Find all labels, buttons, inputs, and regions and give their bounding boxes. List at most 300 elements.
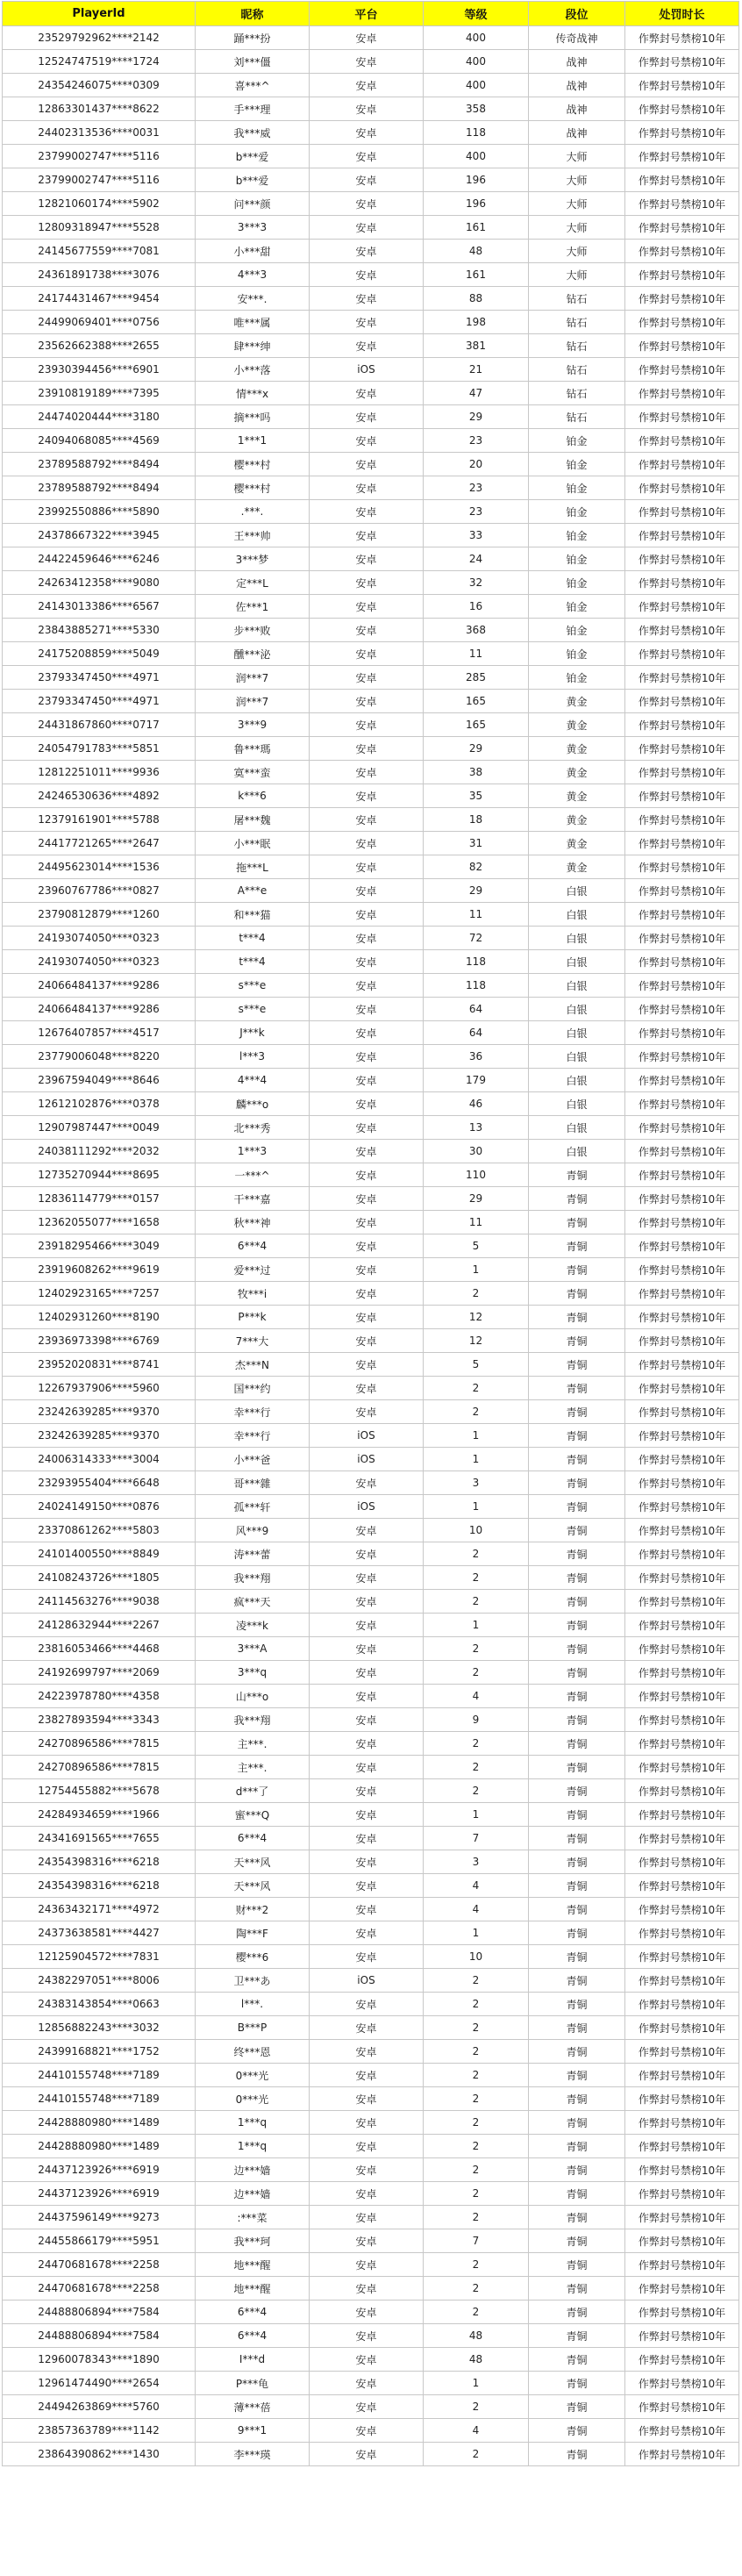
cell-platform: 安卓 [310, 2206, 424, 2229]
cell-level: 400 [424, 26, 529, 50]
cell-penalty: 作弊封号禁榜10年 [625, 311, 739, 334]
cell-platform: 安卓 [310, 1898, 424, 1921]
cell-penalty: 作弊封号禁榜10年 [625, 2135, 739, 2158]
cell-penalty: 作弊封号禁榜10年 [625, 1519, 739, 1542]
cell-player-id: 12754455882****5678 [3, 1779, 196, 1803]
cell-rank: 大师 [529, 192, 625, 216]
table-row [3, 1708, 739, 1732]
cell-level: 23 [424, 429, 529, 453]
cell-penalty: 作弊封号禁榜10年 [625, 1874, 739, 1898]
table-row [3, 1092, 739, 1116]
table-row [3, 927, 739, 950]
cell-platform: 安卓 [310, 1685, 424, 1708]
cell-nickname: B***P [196, 2016, 310, 2040]
cell-nickname: 安***. [196, 287, 310, 311]
cell-platform: 安卓 [310, 1258, 424, 1282]
cell-nickname: 幸***行 [196, 1400, 310, 1424]
table-row [3, 1234, 739, 1258]
cell-nickname: 干***嘉 [196, 1187, 310, 1211]
cell-penalty: 作弊封号禁榜10年 [625, 1945, 739, 1969]
cell-penalty: 作弊封号禁榜10年 [625, 2277, 739, 2301]
cell-penalty: 作弊封号禁榜10年 [625, 1069, 739, 1092]
cell-rank: 青铜 [529, 2064, 625, 2087]
cell-player-id: 24428880980****1489 [3, 2111, 196, 2135]
cell-penalty: 作弊封号禁榜10年 [625, 1637, 739, 1661]
cell-rank: 青铜 [529, 1779, 625, 1803]
table-row [3, 761, 739, 784]
cell-nickname: 财***2 [196, 1898, 310, 1921]
cell-rank: 铂金 [529, 571, 625, 595]
table-row [3, 1803, 739, 1827]
cell-level: 196 [424, 192, 529, 216]
cell-rank: 铂金 [529, 453, 625, 476]
cell-player-id: 24361891738****3076 [3, 263, 196, 287]
cell-level: 16 [424, 595, 529, 619]
cell-penalty: 作弊封号禁榜10年 [625, 2206, 739, 2229]
cell-player-id: 23864390862****1430 [3, 2443, 196, 2466]
cell-rank: 青铜 [529, 2182, 625, 2206]
ban-list-table [2, 1, 739, 2466]
cell-rank: 青铜 [529, 1969, 625, 1993]
cell-level: 2 [424, 1756, 529, 1779]
cell-penalty: 作弊封号禁榜10年 [625, 2040, 739, 2064]
table-row [3, 1969, 739, 1993]
cell-nickname: d***了 [196, 1779, 310, 1803]
cell-platform: 安卓 [310, 2135, 424, 2158]
cell-platform: 安卓 [310, 2419, 424, 2443]
cell-nickname: 拖***L [196, 855, 310, 879]
cell-rank: 青铜 [529, 1329, 625, 1353]
cell-platform: 安卓 [310, 1069, 424, 1092]
cell-platform: iOS [310, 1495, 424, 1519]
table-row [3, 97, 739, 121]
cell-platform: 安卓 [310, 713, 424, 737]
cell-rank: 铂金 [529, 666, 625, 690]
cell-penalty: 作弊封号禁榜10年 [625, 97, 739, 121]
cell-rank: 白银 [529, 1045, 625, 1069]
cell-level: 33 [424, 524, 529, 547]
table-row [3, 2206, 739, 2229]
cell-penalty: 作弊封号禁榜10年 [625, 145, 739, 168]
cell-nickname: 李***瑛 [196, 2443, 310, 2466]
table-row [3, 1874, 739, 1898]
cell-nickname: 我***珂 [196, 2229, 310, 2253]
cell-rank: 青铜 [529, 1661, 625, 1685]
table-row [3, 287, 739, 311]
cell-rank: 青铜 [529, 2016, 625, 2040]
cell-platform: 安卓 [310, 168, 424, 192]
cell-platform: 安卓 [310, 927, 424, 950]
table-row [3, 1827, 739, 1850]
cell-level: 36 [424, 1045, 529, 1069]
cell-platform: 安卓 [310, 619, 424, 642]
cell-level: 4 [424, 1685, 529, 1708]
cell-platform: 安卓 [310, 761, 424, 784]
column-header-rank: 段位 [529, 2, 625, 26]
cell-level: 2 [424, 1542, 529, 1566]
table-row [3, 2324, 739, 2348]
cell-level: 368 [424, 619, 529, 642]
cell-nickname: 9***1 [196, 2419, 310, 2443]
cell-rank: 铂金 [529, 595, 625, 619]
cell-player-id: 23293955404****6648 [3, 1471, 196, 1495]
cell-platform: 安卓 [310, 500, 424, 524]
column-header-nickname: 昵称 [196, 2, 310, 26]
cell-penalty: 作弊封号禁榜10年 [625, 2419, 739, 2443]
cell-level: 2 [424, 1282, 529, 1306]
cell-nickname: 小***眠 [196, 832, 310, 855]
table-row [3, 2229, 739, 2253]
cell-level: 10 [424, 1519, 529, 1542]
cell-penalty: 作弊封号禁榜10年 [625, 2372, 739, 2395]
table-row [3, 1116, 739, 1140]
cell-platform: 安卓 [310, 1211, 424, 1234]
cell-rank: 黄金 [529, 761, 625, 784]
cell-penalty: 作弊封号禁榜10年 [625, 382, 739, 405]
cell-level: 3 [424, 1850, 529, 1874]
table-row [3, 2301, 739, 2324]
cell-level: 165 [424, 690, 529, 713]
cell-penalty: 作弊封号禁榜10年 [625, 713, 739, 737]
table-row [3, 1732, 739, 1756]
cell-rank: 大师 [529, 240, 625, 263]
column-header-level: 等级 [424, 2, 529, 26]
cell-player-id: 23242639285****9370 [3, 1424, 196, 1448]
cell-player-id: 24363432171****4972 [3, 1898, 196, 1921]
cell-rank: 青铜 [529, 1898, 625, 1921]
cell-penalty: 作弊封号禁榜10年 [625, 1424, 739, 1448]
cell-platform: 安卓 [310, 1021, 424, 1045]
cell-level: 110 [424, 1163, 529, 1187]
cell-platform: 安卓 [310, 1045, 424, 1069]
cell-player-id: 12402931260****8190 [3, 1306, 196, 1329]
cell-penalty: 作弊封号禁榜10年 [625, 2111, 739, 2135]
cell-nickname: 孤***轩 [196, 1495, 310, 1519]
table-row [3, 1850, 739, 1874]
cell-rank: 传奇战神 [529, 26, 625, 50]
cell-penalty: 作弊封号禁榜10年 [625, 334, 739, 358]
cell-penalty: 作弊封号禁榜10年 [625, 287, 739, 311]
cell-rank: 青铜 [529, 2111, 625, 2135]
cell-nickname: 6***4 [196, 2324, 310, 2348]
cell-nickname: b***爱 [196, 168, 310, 192]
cell-level: 4 [424, 2419, 529, 2443]
cell-nickname: 3***9 [196, 713, 310, 737]
table-row [3, 382, 739, 405]
cell-platform: iOS [310, 1969, 424, 1993]
cell-level: 35 [424, 784, 529, 808]
cell-platform: 安卓 [310, 192, 424, 216]
cell-platform: 安卓 [310, 737, 424, 761]
cell-player-id: 24263412358****9080 [3, 571, 196, 595]
cell-player-id: 24054791783****5851 [3, 737, 196, 761]
cell-rank: 青铜 [529, 2158, 625, 2182]
cell-level: 2 [424, 2253, 529, 2277]
cell-rank: 青铜 [529, 1234, 625, 1258]
table-row [3, 1519, 739, 1542]
cell-platform: 安卓 [310, 571, 424, 595]
cell-level: 1 [424, 1495, 529, 1519]
table-row [3, 2016, 739, 2040]
cell-rank: 青铜 [529, 1211, 625, 1234]
cell-nickname: I***d [196, 2348, 310, 2372]
cell-player-id: 12362055077****1658 [3, 1211, 196, 1234]
cell-rank: 铂金 [529, 429, 625, 453]
table-row [3, 737, 739, 761]
cell-nickname: 摘***吗 [196, 405, 310, 429]
cell-rank: 青铜 [529, 1282, 625, 1306]
cell-level: 47 [424, 382, 529, 405]
cell-platform: 安卓 [310, 429, 424, 453]
cell-rank: 钻石 [529, 382, 625, 405]
cell-level: 400 [424, 145, 529, 168]
table-row [3, 832, 739, 855]
cell-platform: 安卓 [310, 2182, 424, 2206]
cell-penalty: 作弊封号禁榜10年 [625, 1116, 739, 1140]
cell-rank: 青铜 [529, 1163, 625, 1187]
cell-platform: 安卓 [310, 1140, 424, 1163]
cell-rank: 黄金 [529, 832, 625, 855]
cell-rank: 白银 [529, 927, 625, 950]
cell-platform: 安卓 [310, 1306, 424, 1329]
cell-level: 5 [424, 1234, 529, 1258]
table-row [3, 334, 739, 358]
table-row [3, 1542, 739, 1566]
cell-nickname: 北***秀 [196, 1116, 310, 1140]
cell-level: 1 [424, 1424, 529, 1448]
cell-player-id: 24410155748****7189 [3, 2064, 196, 2087]
cell-player-id: 24223978780****4358 [3, 1685, 196, 1708]
cell-nickname: 主***. [196, 1756, 310, 1779]
cell-penalty: 作弊封号禁榜10年 [625, 690, 739, 713]
cell-penalty: 作弊封号禁榜10年 [625, 2182, 739, 2206]
cell-rank: 黄金 [529, 784, 625, 808]
cell-player-id: 24066484137****9286 [3, 974, 196, 998]
cell-nickname: 樱***6 [196, 1945, 310, 1969]
cell-level: 118 [424, 950, 529, 974]
cell-penalty: 作弊封号禁榜10年 [625, 192, 739, 216]
cell-penalty: 作弊封号禁榜10年 [625, 2301, 739, 2324]
cell-nickname: .***. [196, 500, 310, 524]
cell-penalty: 作弊封号禁榜10年 [625, 50, 739, 74]
cell-player-id: 23793347450****4971 [3, 666, 196, 690]
cell-nickname: l***. [196, 1993, 310, 2016]
cell-level: 13 [424, 1116, 529, 1140]
table-row [3, 547, 739, 571]
cell-nickname: 地***醒 [196, 2277, 310, 2301]
table-row [3, 713, 739, 737]
cell-rank: 青铜 [529, 1803, 625, 1827]
cell-nickname: 肆***绅 [196, 334, 310, 358]
cell-penalty: 作弊封号禁榜10年 [625, 903, 739, 927]
cell-platform: 安卓 [310, 1732, 424, 1756]
cell-nickname: 风***9 [196, 1519, 310, 1542]
cell-player-id: 24422459646****6246 [3, 547, 196, 571]
cell-penalty: 作弊封号禁榜10年 [625, 26, 739, 50]
table-row [3, 121, 739, 145]
cell-player-id: 24175208859****5049 [3, 642, 196, 666]
cell-player-id: 12812251011****9936 [3, 761, 196, 784]
cell-level: 161 [424, 216, 529, 240]
cell-player-id: 12856882243****3032 [3, 2016, 196, 2040]
cell-level: 21 [424, 358, 529, 382]
cell-level: 31 [424, 832, 529, 855]
cell-penalty: 作弊封号禁榜10年 [625, 737, 739, 761]
table-row [3, 1661, 739, 1685]
cell-level: 29 [424, 405, 529, 429]
cell-penalty: 作弊封号禁榜10年 [625, 2348, 739, 2372]
table-row [3, 2064, 739, 2087]
cell-penalty: 作弊封号禁榜10年 [625, 2158, 739, 2182]
cell-penalty: 作弊封号禁榜10年 [625, 500, 739, 524]
cell-nickname: J***k [196, 1021, 310, 1045]
cell-penalty: 作弊封号禁榜10年 [625, 619, 739, 642]
cell-rank: 青铜 [529, 1921, 625, 1945]
table-row [3, 2348, 739, 2372]
cell-penalty: 作弊封号禁榜10年 [625, 2324, 739, 2348]
cell-platform: 安卓 [310, 240, 424, 263]
cell-nickname: 4***4 [196, 1069, 310, 1092]
cell-player-id: 24488806894****7584 [3, 2301, 196, 2324]
cell-level: 64 [424, 1021, 529, 1045]
table-row [3, 2443, 739, 2466]
cell-player-id: 23242639285****9370 [3, 1400, 196, 1424]
cell-rank: 钻石 [529, 405, 625, 429]
cell-penalty: 作弊封号禁榜10年 [625, 1661, 739, 1685]
table-row [3, 1471, 739, 1495]
cell-rank: 铂金 [529, 524, 625, 547]
cell-penalty: 作弊封号禁榜10年 [625, 571, 739, 595]
cell-rank: 青铜 [529, 1945, 625, 1969]
cell-penalty: 作弊封号禁榜10年 [625, 1329, 739, 1353]
cell-rank: 钻石 [529, 334, 625, 358]
cell-level: 38 [424, 761, 529, 784]
cell-player-id: 24341691565****7655 [3, 1827, 196, 1850]
cell-level: 18 [424, 808, 529, 832]
cell-penalty: 作弊封号禁榜10年 [625, 168, 739, 192]
table-row [3, 74, 739, 97]
cell-level: 48 [424, 2324, 529, 2348]
cell-platform: 安卓 [310, 26, 424, 50]
cell-platform: 安卓 [310, 1803, 424, 1827]
cell-penalty: 作弊封号禁榜10年 [625, 2443, 739, 2466]
cell-rank: 青铜 [529, 1827, 625, 1850]
cell-level: 2 [424, 2016, 529, 2040]
table-row [3, 1045, 739, 1069]
cell-rank: 青铜 [529, 2253, 625, 2277]
cell-player-id: 24270896586****7815 [3, 1732, 196, 1756]
cell-level: 2 [424, 2087, 529, 2111]
cell-nickname: 我***翔 [196, 1708, 310, 1732]
cell-player-id: 24038111292****2032 [3, 1140, 196, 1163]
cell-platform: 安卓 [310, 1282, 424, 1306]
cell-level: 46 [424, 1092, 529, 1116]
cell-level: 198 [424, 311, 529, 334]
cell-rank: 白银 [529, 1069, 625, 1092]
cell-level: 30 [424, 1140, 529, 1163]
table-row [3, 1329, 739, 1353]
cell-rank: 大师 [529, 216, 625, 240]
cell-nickname: 1***q [196, 2111, 310, 2135]
cell-penalty: 作弊封号禁榜10年 [625, 1163, 739, 1187]
cell-penalty: 作弊封号禁榜10年 [625, 1021, 739, 1045]
cell-nickname: 樱***村 [196, 453, 310, 476]
cell-nickname: 王***帅 [196, 524, 310, 547]
cell-platform: 安卓 [310, 1827, 424, 1850]
cell-rank: 铂金 [529, 619, 625, 642]
cell-rank: 青铜 [529, 1850, 625, 1874]
cell-player-id: 24094068085****4569 [3, 429, 196, 453]
table-row [3, 1163, 739, 1187]
cell-penalty: 作弊封号禁榜10年 [625, 1803, 739, 1827]
cell-level: 23 [424, 500, 529, 524]
cell-nickname: 卫***あ [196, 1969, 310, 1993]
cell-player-id: 23992550886****5890 [3, 500, 196, 524]
cell-rank: 青铜 [529, 2419, 625, 2443]
cell-penalty: 作弊封号禁榜10年 [625, 1614, 739, 1637]
column-header-penalty: 处罚时长 [625, 2, 739, 26]
cell-level: 88 [424, 287, 529, 311]
cell-nickname: 润***7 [196, 690, 310, 713]
cell-platform: 安卓 [310, 903, 424, 927]
cell-player-id: 24455866179****5951 [3, 2229, 196, 2253]
table-row [3, 26, 739, 50]
cell-platform: 安卓 [310, 1353, 424, 1377]
table-row [3, 1921, 739, 1945]
table-row [3, 1021, 739, 1045]
cell-nickname: 爱***过 [196, 1258, 310, 1282]
table-row [3, 1779, 739, 1803]
cell-rank: 青铜 [529, 2395, 625, 2419]
cell-penalty: 作弊封号禁榜10年 [625, 1471, 739, 1495]
cell-level: 11 [424, 1211, 529, 1234]
cell-level: 1 [424, 1258, 529, 1282]
cell-player-id: 23919608262****9619 [3, 1258, 196, 1282]
cell-penalty: 作弊封号禁榜10年 [625, 808, 739, 832]
cell-player-id: 12907987447****0049 [3, 1116, 196, 1140]
cell-nickname: 边***嫱 [196, 2158, 310, 2182]
cell-platform: 安卓 [310, 998, 424, 1021]
cell-nickname: 边***嫱 [196, 2182, 310, 2206]
cell-platform: 安卓 [310, 1945, 424, 1969]
cell-penalty: 作弊封号禁榜10年 [625, 405, 739, 429]
cell-platform: iOS [310, 1424, 424, 1448]
table-row [3, 1993, 739, 2016]
cell-penalty: 作弊封号禁榜10年 [625, 2087, 739, 2111]
table-row [3, 1069, 739, 1092]
cell-level: 64 [424, 998, 529, 1021]
cell-player-id: 23790812879****1260 [3, 903, 196, 927]
cell-penalty: 作弊封号禁榜10年 [625, 595, 739, 619]
table-row [3, 903, 739, 927]
cell-platform: 安卓 [310, 1850, 424, 1874]
cell-player-id: 23529792962****2142 [3, 26, 196, 50]
cell-rank: 钻石 [529, 287, 625, 311]
cell-rank: 白银 [529, 1092, 625, 1116]
cell-nickname: 3***3 [196, 216, 310, 240]
cell-penalty: 作弊封号禁榜10年 [625, 998, 739, 1021]
cell-nickname: k***6 [196, 784, 310, 808]
cell-penalty: 作弊封号禁榜10年 [625, 1306, 739, 1329]
cell-nickname: 佐***1 [196, 595, 310, 619]
table-row [3, 974, 739, 998]
table-row [3, 1187, 739, 1211]
cell-level: 1 [424, 2372, 529, 2395]
cell-nickname: 秋***神 [196, 1211, 310, 1234]
cell-player-id: 24193074050****0323 [3, 950, 196, 974]
cell-penalty: 作弊封号禁榜10年 [625, 1969, 739, 1993]
table-row [3, 145, 739, 168]
